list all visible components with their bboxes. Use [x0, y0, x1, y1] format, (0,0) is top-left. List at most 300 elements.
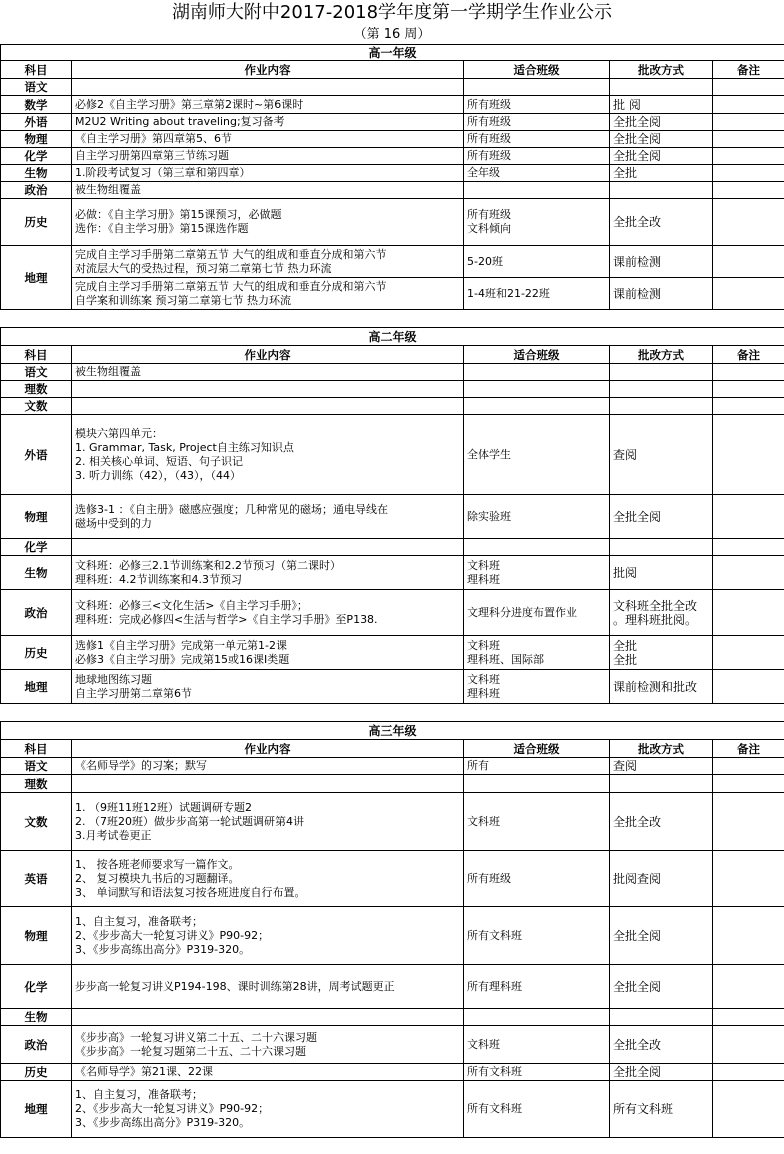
header-row: [1, 740, 784, 758]
cell-line: 全批全阅: [613, 115, 662, 129]
table-row: [1, 278, 784, 310]
table-row: [1, 965, 784, 1009]
cell-line: 批阅查阅: [613, 871, 662, 886]
cell-line: 《名师导学》的习案；默写: [75, 759, 207, 772]
subject-cell: 生物: [1, 165, 72, 182]
method-cell: [610, 1064, 713, 1081]
cell-line: 理科班: [467, 686, 500, 700]
subject-cell: 历史: [1, 636, 72, 670]
header-content: 作业内容: [72, 740, 464, 758]
content-cell: [72, 1009, 464, 1026]
cell-line: 文科班: [467, 558, 500, 572]
note-cell: [713, 182, 784, 199]
table-row: [1, 415, 784, 495]
cell-line: 全批全改: [613, 215, 662, 229]
cell-line: 所有: [467, 759, 489, 772]
method-cell: [610, 148, 713, 165]
method-cell: [610, 590, 713, 636]
class-cell: [464, 165, 610, 182]
class-cell: [464, 1081, 610, 1138]
note-cell: [713, 775, 784, 793]
method-cell: [610, 182, 713, 199]
cell-line: 地球地图练习题: [75, 672, 152, 686]
class-cell: [464, 182, 610, 199]
cell-line: 文科班：必修三<文化生活>《自主学习手册》；: [75, 598, 308, 612]
cell-line: 选作：《自主学习册》第15课选作题: [75, 222, 249, 235]
subject-cell: 英语: [1, 851, 72, 907]
class-cell: [464, 398, 610, 415]
subject-cell: 文数: [1, 793, 72, 851]
content-cell: [72, 415, 464, 495]
class-cell: [464, 590, 610, 636]
cell-line: 全批全改: [613, 1037, 662, 1052]
subject-cell: 物理: [1, 131, 72, 148]
content-cell: [72, 246, 464, 278]
method-cell: [610, 793, 713, 851]
cell-line: 课前检测: [613, 254, 662, 269]
cell-line: 文科班: [467, 1037, 500, 1051]
class-cell: [464, 278, 610, 310]
cell-line: 1.阶段考试复习（第三章和第四章）: [75, 166, 251, 179]
cell-line: 查阅: [613, 759, 638, 773]
week-label: （第 16 周）: [353, 27, 431, 42]
table-row: [1, 246, 784, 278]
table-row: [1, 1081, 784, 1138]
grade-title-row: [1, 45, 784, 61]
subject-cell: 历史: [1, 1064, 72, 1081]
cell-line: 选修3-1 ：《自主册》磁感应强度；几种常见的磁场；通电导线在: [75, 502, 388, 516]
cell-line: 所有班级: [467, 149, 511, 162]
cell-line: 文科班: [467, 672, 500, 686]
method-cell: [610, 96, 713, 114]
cell-line: 全批: [613, 652, 638, 667]
class-cell: [464, 131, 610, 148]
cell-line: 全批: [613, 638, 638, 653]
note-cell: [713, 131, 784, 148]
cell-line: 所有文科班: [467, 1102, 522, 1115]
content-cell: [72, 148, 464, 165]
content-cell: [72, 793, 464, 851]
note-cell: [713, 636, 784, 670]
cell-line: 全批全改: [613, 814, 662, 829]
cell-line: 对流层大气的受热过程，预习第二章第七节 热力环流: [75, 261, 332, 275]
method-cell: [610, 851, 713, 907]
cell-line: 全批全阅: [613, 509, 662, 524]
cell-line: 全批全阅: [613, 149, 662, 163]
content-cell: [72, 199, 464, 246]
content-cell: [72, 590, 464, 636]
subject-cell: 文数: [1, 398, 72, 415]
subject-cell: 外语: [1, 114, 72, 131]
content-cell: [72, 495, 464, 539]
cell-line: 2. （7班20班）做步步高第一轮试题调研第4讲: [75, 814, 304, 828]
cell-line: 所有班级: [467, 871, 511, 885]
method-cell: [610, 1081, 713, 1138]
method-cell: [610, 539, 713, 556]
note-cell: [713, 495, 784, 539]
table-row: [1, 636, 784, 670]
cell-line: 《步步高》一轮复习题第二十五、二十六课习题: [75, 1044, 306, 1058]
cell-line: 理科班：4.2节训练案和4.3节预习: [75, 572, 242, 586]
class-cell: [464, 96, 610, 114]
grade-title: 高一年级: [1, 45, 784, 61]
cell-line: 课前检测和批改: [613, 679, 698, 694]
cell-line: 全批全阅: [613, 979, 662, 994]
table-row: [1, 79, 784, 96]
cell-line: 2. 相关核心单词、短语、句子识记: [75, 454, 243, 468]
cell-line: 《自主学习册》第四章第5、6节: [75, 132, 232, 145]
table-row: [1, 1026, 784, 1064]
cell-line: 文理科分进度布置作业: [467, 605, 577, 619]
note-cell: [713, 1026, 784, 1064]
cell-line: 自主学习册第四章第三节练习题: [75, 149, 229, 162]
method-cell: [610, 165, 713, 182]
content-cell: [72, 1081, 464, 1138]
header-note: 备注: [713, 346, 784, 364]
cell-line: 1. （9班11班12班）试题调研专题2: [75, 800, 252, 814]
method-cell: [610, 415, 713, 495]
section-gap: [1, 704, 784, 722]
class-cell: [464, 114, 610, 131]
cell-line: M2U2 Writing about traveling;复习备考: [75, 115, 285, 128]
section-gap: [1, 310, 784, 328]
subject-cell: 地理: [1, 1081, 72, 1138]
cell-line: 3、 单词默写和语法复习按各班进度自行布置。: [75, 885, 306, 899]
class-cell: [464, 556, 610, 590]
class-cell: [464, 539, 610, 556]
table-row: [1, 182, 784, 199]
cell-line: 全批全阅: [613, 1065, 662, 1079]
class-cell: [464, 775, 610, 793]
note-cell: [713, 114, 784, 131]
subject-cell: 化学: [1, 539, 72, 556]
table-row: [1, 398, 784, 415]
cell-line: 5-20班: [467, 254, 503, 268]
method-cell: [610, 775, 713, 793]
header-subject: 科目: [1, 740, 72, 758]
header-row: [1, 346, 784, 364]
cell-line: 自学案和训练案 预习第二章第七节 热力环流: [75, 293, 291, 307]
note-cell: [713, 539, 784, 556]
header-class: 适合班级: [464, 740, 610, 758]
table-row: [1, 1064, 784, 1081]
content-cell: [72, 556, 464, 590]
header-row: [1, 61, 784, 79]
cell-line: 所有班级: [467, 132, 511, 145]
subject-cell: 理数: [1, 381, 72, 398]
method-cell: [610, 1026, 713, 1064]
cell-line: 必做：《自主学习册》第15课预习，必做题: [75, 208, 282, 221]
note-cell: [713, 793, 784, 851]
note-cell: [713, 381, 784, 398]
table-row: [1, 96, 784, 114]
class-cell: [464, 148, 610, 165]
table-row: [1, 775, 784, 793]
cell-line: 1、自主复习，准备联考；: [75, 1088, 203, 1101]
cell-line: 文科班: [467, 814, 500, 828]
cell-line: 1、 按各班老师要求写一篇作文。: [75, 857, 240, 871]
header-content: 作业内容: [72, 346, 464, 364]
subject-cell: 语文: [1, 758, 72, 775]
note-cell: [713, 1064, 784, 1081]
note-cell: [713, 758, 784, 775]
header-content: 作业内容: [72, 61, 464, 79]
cell-line: 模块六第四单元：: [75, 426, 163, 440]
header-note: 备注: [713, 740, 784, 758]
note-cell: [713, 965, 784, 1009]
method-cell: [610, 278, 713, 310]
cell-line: 1、自主复习，准备联考；: [75, 914, 203, 928]
content-cell: [72, 851, 464, 907]
note-cell: [713, 148, 784, 165]
cell-line: 所有文科班: [467, 928, 522, 942]
class-cell: [464, 758, 610, 775]
cell-line: 自主学习册第二章第6节: [75, 686, 192, 700]
note-cell: [713, 1081, 784, 1138]
class-cell: [464, 1064, 610, 1081]
cell-line: 文科倾向: [467, 222, 511, 235]
class-cell: [464, 79, 610, 96]
subject-cell: 语文: [1, 364, 72, 381]
subject-cell: 生物: [1, 1009, 72, 1026]
subject-cell: 物理: [1, 907, 72, 965]
cell-line: 《步步高》一轮复习讲义第二十五、二十六课习题: [75, 1030, 317, 1044]
header-subject: 科目: [1, 61, 72, 79]
cell-line: 全年级: [467, 166, 500, 179]
subject-cell: 历史: [1, 199, 72, 246]
subject-cell: 政治: [1, 1026, 72, 1064]
cell-line: 选修1《自主学习册》完成第一单元第1-2课: [75, 638, 287, 652]
page-title: 湖南师大附中2017-2018学年度第一学期学生作业公示: [171, 2, 613, 23]
class-cell: [464, 495, 610, 539]
cell-line: 被生物组覆盖: [75, 365, 141, 378]
cell-line: 完成自主学习手册第二章第五节 大气的组成和垂直分成和第六节: [75, 279, 387, 293]
cell-line: 全批全阅: [613, 132, 662, 146]
content-cell: [72, 636, 464, 670]
subject-cell: 数学: [1, 96, 72, 114]
cell-line: 批 阅: [613, 97, 641, 112]
table-row: [1, 907, 784, 965]
method-cell: [610, 246, 713, 278]
subject-cell: 理数: [1, 775, 72, 793]
content-cell: [72, 758, 464, 775]
table-row: [1, 851, 784, 907]
cell-line: 磁场中受到的力: [75, 516, 152, 530]
class-cell: [464, 670, 610, 704]
cell-line: 必修2《自主学习册》第三章第2课时~第6课时: [75, 97, 304, 111]
content-cell: [72, 1064, 464, 1081]
note-cell: [713, 590, 784, 636]
content-cell: [72, 96, 464, 114]
cell-line: 文科班全批全改: [613, 598, 698, 613]
cell-line: 1-4班和21-22班: [467, 286, 550, 300]
class-cell: [464, 636, 610, 670]
note-cell: [713, 278, 784, 310]
method-cell: [610, 636, 713, 670]
header-method: 批改方式: [610, 346, 713, 364]
cell-line: 查阅: [613, 447, 638, 462]
cell-line: 3.月考试卷更正: [75, 828, 152, 842]
note-cell: [713, 246, 784, 278]
cell-line: 《名师导学》第21课、22课: [75, 1065, 213, 1078]
method-cell: [610, 965, 713, 1009]
cell-line: 必修3《自主学习册》完成第15或16课Ⅰ类题: [75, 652, 290, 666]
table-row: [1, 114, 784, 131]
class-cell: [464, 793, 610, 851]
table-row: [1, 131, 784, 148]
class-cell: [464, 415, 610, 495]
subject-cell: 外语: [1, 415, 72, 495]
grade-title: 高三年级: [1, 722, 784, 740]
header-note: 备注: [713, 61, 784, 79]
cell-line: 全批: [613, 166, 638, 180]
class-cell: [464, 907, 610, 965]
cell-line: 3、《步步高练出高分》P319-320。: [75, 1116, 251, 1129]
note-cell: [713, 364, 784, 381]
cell-line: 所有班级: [467, 115, 511, 128]
table-row: [1, 165, 784, 182]
subject-cell: 化学: [1, 965, 72, 1009]
table-row: [1, 1009, 784, 1026]
method-cell: [610, 381, 713, 398]
cell-line: 2、《步步高大一轮复习讲义》P90-92；: [75, 928, 270, 942]
subject-cell: 地理: [1, 246, 72, 310]
content-cell: [72, 131, 464, 148]
table-row: [1, 590, 784, 636]
method-cell: [610, 364, 713, 381]
method-cell: [610, 670, 713, 704]
section-gap-cell: [1, 310, 784, 328]
header-class: 适合班级: [464, 61, 610, 79]
class-cell: [464, 851, 610, 907]
cell-line: 2、《步步高大一轮复习讲义》P90-92；: [75, 1102, 270, 1115]
content-cell: [72, 182, 464, 199]
cell-line: 除实验班: [467, 509, 511, 523]
note-cell: [713, 851, 784, 907]
content-cell: [72, 79, 464, 96]
content-cell: [72, 965, 464, 1009]
table-row: [1, 148, 784, 165]
cell-line: 理科班：完成必修四<生活与哲学>《自主学习手册》至P138.: [75, 612, 378, 626]
table-row: [1, 758, 784, 775]
method-cell: [610, 398, 713, 415]
content-cell: [72, 114, 464, 131]
class-cell: [464, 381, 610, 398]
header-subject: 科目: [1, 346, 72, 364]
content-cell: [72, 381, 464, 398]
note-cell: [713, 1009, 784, 1026]
content-cell: [72, 539, 464, 556]
cell-line: 理科班、国际部: [467, 652, 544, 666]
cell-line: 3. 听力训练（42），（43），（44）: [75, 468, 241, 482]
class-cell: [464, 199, 610, 246]
cell-line: 文科班: [467, 638, 500, 652]
class-cell: [464, 364, 610, 381]
cell-line: 文科班：必修三2.1节训练案和2.2节预习（第二课时）: [75, 558, 341, 572]
table-row: [1, 364, 784, 381]
content-cell: [72, 907, 464, 965]
cell-line: 所有班级: [467, 97, 511, 111]
subject-cell: 政治: [1, 182, 72, 199]
subject-cell: 化学: [1, 148, 72, 165]
content-cell: [72, 398, 464, 415]
cell-line: 完成自主学习手册第二章第五节 大气的组成和垂直分成和第六节: [75, 247, 387, 261]
method-cell: [610, 131, 713, 148]
cell-line: 所有理科班: [467, 979, 522, 993]
cell-line: 。理科班批阅。: [613, 612, 698, 627]
method-cell: [610, 907, 713, 965]
content-cell: [72, 364, 464, 381]
method-cell: [610, 556, 713, 590]
section-gap-cell: [1, 704, 784, 722]
note-cell: [713, 96, 784, 114]
note-cell: [713, 907, 784, 965]
class-cell: [464, 965, 610, 1009]
subject-cell: 政治: [1, 590, 72, 636]
cell-line: 2、 复习模块九书后的习题翻译。: [75, 871, 240, 885]
table-row: [1, 556, 784, 590]
header-method: 批改方式: [610, 740, 713, 758]
note-cell: [713, 199, 784, 246]
method-cell: [610, 1009, 713, 1026]
subject-cell: 生物: [1, 556, 72, 590]
header-class: 适合班级: [464, 346, 610, 364]
cell-line: 批阅: [613, 565, 638, 580]
content-cell: [72, 670, 464, 704]
grade-title-row: [1, 722, 784, 740]
note-cell: [713, 79, 784, 96]
table-row: [1, 495, 784, 539]
subject-cell: 语文: [1, 79, 72, 96]
grade-title: 高二年级: [1, 328, 784, 346]
cell-line: 被生物组覆盖: [75, 183, 141, 196]
note-cell: [713, 556, 784, 590]
method-cell: [610, 199, 713, 246]
cell-line: 所有文科班: [467, 1065, 522, 1078]
cell-line: 步步高一轮复习讲义P194-198、课时训练第28讲，周考试题更正: [75, 979, 395, 993]
method-cell: [610, 79, 713, 96]
homework-table: [0, 44, 784, 1138]
cell-line: 全批全阅: [613, 928, 662, 943]
subject-cell: 地理: [1, 670, 72, 704]
content-cell: [72, 1026, 464, 1064]
table-row: [1, 670, 784, 704]
method-cell: [610, 114, 713, 131]
content-cell: [72, 278, 464, 310]
class-cell: [464, 1009, 610, 1026]
cell-line: 课前检测: [613, 286, 662, 301]
cell-line: 所有文科班: [613, 1102, 674, 1116]
cell-line: 3、《步步高练出高分》P319-320。: [75, 942, 251, 956]
cell-line: 1. Grammar, Task, Project自主练习知识点: [75, 440, 294, 454]
cell-line: 所有班级: [467, 208, 511, 221]
note-cell: [713, 398, 784, 415]
method-cell: [610, 495, 713, 539]
method-cell: [610, 758, 713, 775]
class-cell: [464, 1026, 610, 1064]
content-cell: [72, 165, 464, 182]
table-row: [1, 539, 784, 556]
cell-line: 全体学生: [467, 447, 511, 461]
note-cell: [713, 415, 784, 495]
header-method: 批改方式: [610, 61, 713, 79]
cell-line: 理科班: [467, 572, 500, 586]
note-cell: [713, 165, 784, 182]
grade-title-row: [1, 328, 784, 346]
table-row: [1, 199, 784, 246]
table-row: [1, 793, 784, 851]
note-cell: [713, 670, 784, 704]
